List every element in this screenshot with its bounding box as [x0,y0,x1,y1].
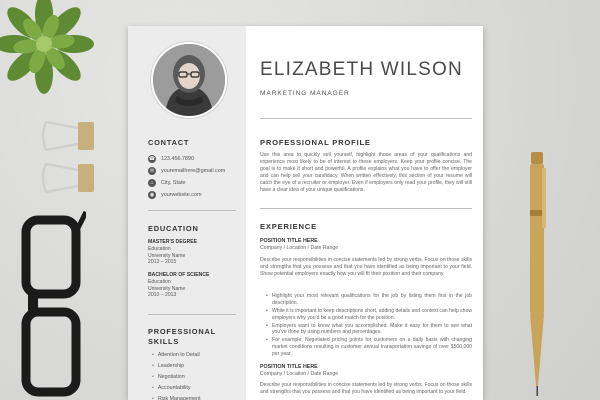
skill-item: • Risk Management [152,396,201,400]
globe-icon: ◉ [149,192,155,198]
education-entry [148,272,209,299]
email-text: youremailhere@gmail.com [161,168,226,174]
degree-title: MASTER'S DEGREE [148,239,198,245]
experience-heading: EXPERIENCE [260,222,317,231]
skills-heading [148,327,216,347]
job-bullets [266,293,472,359]
profile-text: Use this area to quickly sell yourself, highlight those areas of your qualifications and experience most likely to be of interest to these employers. Keep your profile concise. The goal is to make it short and powerful. A profile explains what you have to offer the employer and can help sell your candidacy. When written effectively, this section of your resume will catch the eye of a recruiter or employer. Even if employers only read your profile, they will still have a clear idea of your unique qualifications. [260,152,472,193]
resume-job-title: MARKETING MANAGER [260,90,350,97]
education-entry [148,239,197,266]
degree-years: 2013 – 2015 [148,259,177,266]
profile-heading: PROFESSIONAL PROFILE [260,138,371,147]
degree-field: Education [148,278,171,285]
phone-text: 123.456.7890 [161,156,194,162]
position-title: POSITION TITLE HERE [260,238,318,244]
eyeglasses [16,208,86,400]
contact-email [148,166,225,176]
contact-location [148,178,185,188]
profile-photo [151,42,227,118]
degree-years: 2010 – 2013 [148,292,177,299]
resume-main [260,26,472,400]
contact-phone [148,154,194,164]
skill-item: • Leadership [152,363,184,369]
location-text: City, State [161,180,186,186]
resume-sheet [128,26,483,400]
school-name: University Name [148,252,186,259]
resume-sidebar [128,26,246,400]
bullet-item: • Highlight your most relevant qualifications for the job by listing them first in the job description. [266,293,472,307]
gold-pen [522,150,552,400]
phone-icon: ☎ [148,156,156,162]
company-line: Company / Location / Date Range [260,371,339,377]
divider [260,118,472,119]
school-name: University Name [148,285,186,292]
skills-heading-line: PROFESSIONAL [148,327,216,336]
bullet-item: • For example; Negotiated pricing points for customers on a daily basis with changing market conditions resulting in customer annual transportation savings of over $500,000 per year. [266,337,472,357]
job-description: Describe your responsibilities in concise statements led by strong verbs. Focus on those skills and strengths that you possess and that you have identified as being important to your field. Show potential employers exactly how you will fit their position and their company. [260,257,472,277]
skills-heading-line: SKILLS [148,337,180,346]
divider [148,210,236,211]
binder-clips [40,118,110,202]
succulent-plant [0,0,98,98]
resume-name: ELIZABETH WILSON [260,59,463,80]
profile-photo-image [153,44,225,116]
skill-item: • Attention to Detail [152,352,200,358]
divider [260,208,472,209]
envelope-icon: ✉ [149,168,155,174]
contact-heading: CONTACT [148,138,190,147]
divider [148,314,236,315]
job-description: Describe your responsibilities in concise statements led by strong verbs. Focus on those skills and strengths that you possess and that you have identified as being important to your field. [260,382,472,395]
education-heading: EDUCATION [148,224,199,233]
skill-item: • Accountability [152,385,191,391]
degree-title: BACHELOR OF SCIENCE [148,272,210,278]
bullet-item: • Employers want to know what you accomplished. Make it easy for them to see what you've done by using numbers and percentages. [266,323,472,337]
company-line: Company / Location / Date Range [260,245,339,251]
skill-item: • Negotiation [152,374,185,380]
contact-website [148,190,201,200]
bullet-item: • While it is important to keep descriptions short, adding details and context can help show employers why you'd be a good match for the position. [266,308,472,322]
home-icon: ⌂ [148,179,156,187]
position-title: POSITION TITLE HERE [260,364,318,370]
website-text: yourwebsite.com [161,192,202,198]
degree-field: Education [148,245,171,252]
